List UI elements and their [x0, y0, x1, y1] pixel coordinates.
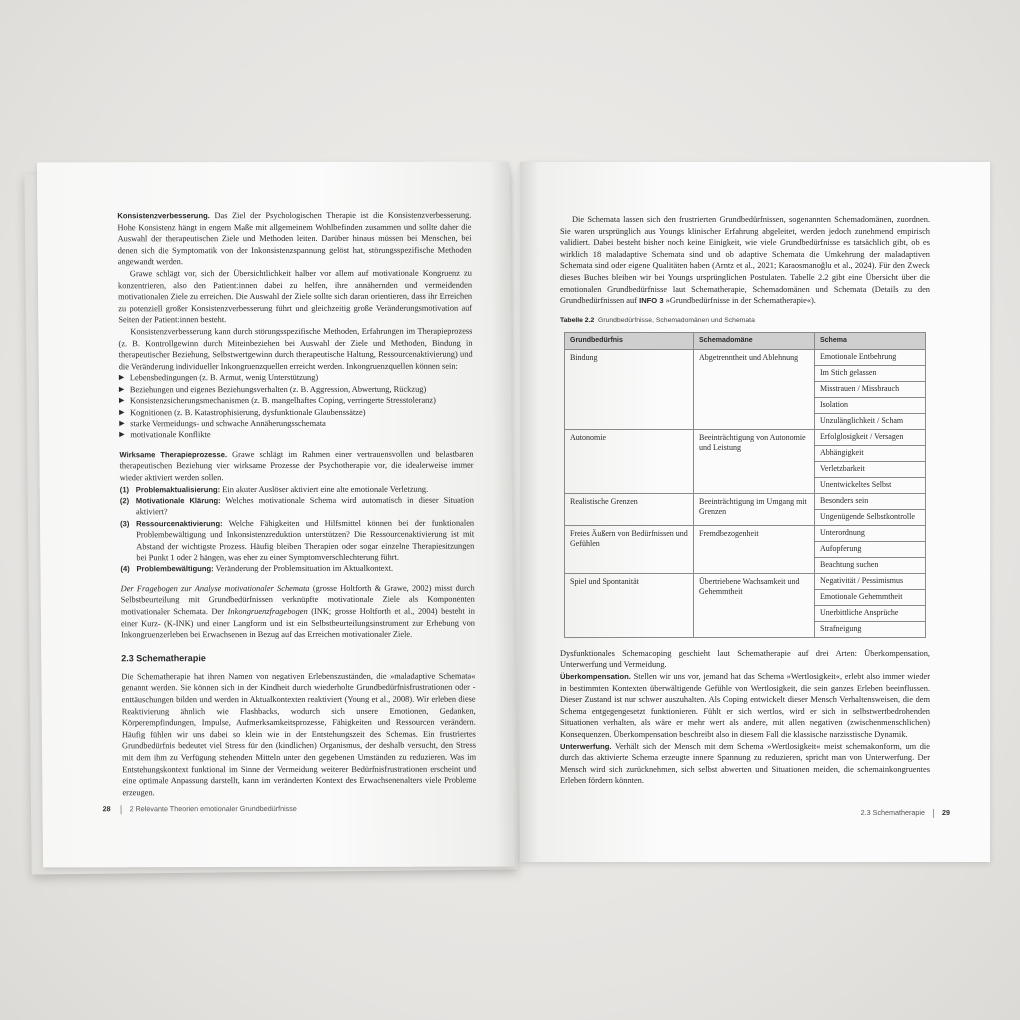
triangle-bullet-icon: ▶ [118, 396, 125, 405]
schema-item: Strafneigung [820, 624, 862, 634]
paragraph-schematherapie: Die Schematherapie hat ihren Namen von negativen Erlebenszuständen, die »maladaptive Schemata« genannt werden. Sie können sich in der Kindheit durch wiederholte Grundbedürfnisfrustrationen oder -enttäuschungen bilden und werden in Aktualkontexten reaktiviert (Young et al., 2008). Wir erleben diese Reaktivierung ähnlich wie Flashbacks, wodurch sich unsere Emotionen, Gedanken, Körperempfindungen, Impulse, Aufmerksamkeitsprozesse, Fähigkeiten und Ressourcen verändern. Häufig fühlen wir uns dabei so klein wie in der Entstehungszeit des Schemas. Ein frustriertes Grundbedürfnis bedeutet viel Stress für den (kindlichen) Organismus, der deshalb versucht, den Stress mit dem ihm zu Verfügung stehenden Mitteln unter den gegebenen Umständen zu reduzieren. Was im Entstehungskontext funktional im Sinne der Vermeidung weiterer Bedürfnisfrustrationen erscheint und eine optimale Anpassung darstellt, kann im veränderten Kontext des Erwachsenenalters viele Probleme erzeugen. [121, 671, 477, 797]
list-item-text: motivationale Konflikte [130, 430, 211, 440]
paragraph-konsistenz [117, 210, 472, 269]
paragraph-schemadomaenen [560, 214, 930, 307]
item-text: Ein akuter Auslöser aktiviert eine alte emotionale Verletzung. [222, 484, 429, 494]
run-in-heading: Überkompensation. [560, 671, 631, 681]
schema-item: Erfolglosigkeit / Versagen [815, 430, 925, 446]
schema-item: Im Stich gelassen [815, 366, 925, 382]
list-item-text: starke Vermeidungs- und schwache Annäherungsschemata [130, 418, 326, 429]
table-row [565, 349, 926, 429]
list-item-text: Beziehungen und eigenes Beziehungsverhalten (z. B. Aggression, Abwertung, Rückzug) [129, 384, 427, 394]
need-cell: Bindung [565, 349, 694, 429]
schema-cell [815, 525, 926, 573]
schema-item: Beachtung suchen [820, 560, 879, 570]
paragraph-fragebogen [121, 582, 476, 641]
section-heading: 2.3 Schematherapie [121, 652, 206, 664]
paragraph-unterwerfung [560, 741, 930, 787]
page-number: 29 [942, 808, 950, 817]
paragraph-therapieprozesse [119, 448, 473, 483]
bullet-list [119, 372, 474, 441]
domain-cell: Übertriebene Wachsamkeit und Gehemmtheit [694, 573, 815, 637]
paragraph-grawe: Grawe schlägt vor, sich der Übersichtlichkeit halber vor allem auf motivationale Kongruenz zu konzentrieren, also den Patient:innen dabei zu helfen, ihre annähernden und vermeidenden motivationalen Ziele zu erreichen. Die Auswahl der Ziele sollte sich daran orientieren, dass ihr Erreichen zu potenziell großer Konsistenzverbesserung führt und gleichzeitig große Veränderungsmotivation auf Seiten der Patient:innen besteht. [117, 268, 473, 325]
numbered-item [120, 495, 474, 518]
domain-cell: Abgetrenntheit und Ablehnung [694, 349, 815, 429]
schema-item: Negativität / Pessimismus [815, 574, 925, 590]
schema-item: Unentwickeltes Selbst [820, 480, 892, 490]
right-page [520, 162, 990, 862]
item-label: Problembewältigung: [136, 564, 214, 574]
emphasis-title: Der Fragebogen zur Analyse motivationaler Schemata [120, 583, 310, 594]
paragraph-text: (grosse Holtforth & Grawe, 2002) misst durch Selbstbeurteilung mit Grundbedürfnissen verknüpfte motivationale Ziele als Komponenten motivationaler Schemata. Der [120, 583, 475, 617]
paragraph-schemacoping: Dysfunktionales Schemacoping geschieht laut Schematherapie auf drei Arten: Überkompensation, Unterwerfung und Vermeidung. [560, 648, 930, 670]
numbered-item [120, 483, 474, 495]
need-cell: Realistische Grenzen [565, 493, 694, 525]
table-label: Tabelle 2.2 [560, 316, 595, 324]
domain-cell: Beeinträchtigung von Autonomie und Leistung [694, 429, 815, 493]
table-row [565, 525, 926, 573]
triangle-bullet-icon: ▶ [119, 419, 125, 428]
paragraph-text: Grawe schlägt im Rahmen einer vertrauensvollen und belastbaren therapeutischen Beziehung vier wirksame Prozesse der Psychotherapie vor, die idealerweise immer wieder aktiviert werden sollen. [119, 449, 474, 483]
item-text: Welches motivationale Schema wird automatisch in dieser Situation aktiviert? [135, 495, 474, 517]
schema-cell [815, 573, 926, 637]
item-number: (1) [119, 484, 130, 494]
page-number: 28 [102, 804, 111, 814]
table-row [565, 493, 926, 525]
list-item [119, 429, 473, 441]
list-item [119, 406, 473, 418]
list-item [119, 383, 473, 395]
paragraph-text: Verhält sich der Mensch mit dem Schema »Wertlosigkeit« meist schemakonform, um die durch das aktivierte Schema erzeugte innere Spannung zu reduzieren, spricht man von Unterwerfung. Der Mensch wird sich zurücknehmen, sich selbst abwerten und Situationen meiden, die schemainkongruentes Erleben fördern könnten. [560, 741, 930, 786]
run-in-heading: Konsistenzverbesserung. [117, 211, 210, 221]
triangle-bullet-icon: ▶ [119, 430, 125, 439]
footer-divider [121, 805, 122, 814]
list-item-text: Kognitionen (z. B. Katastrophisierung, dysfunktionale Glaubenssätze) [130, 407, 366, 417]
schema-item: Emotionale Entbehrung [815, 350, 925, 366]
need-cell: Freies Äußern von Bedürfnissen und Gefühlen [565, 525, 694, 573]
left-page [37, 162, 515, 868]
list-item [119, 372, 473, 384]
table-header-row [565, 332, 926, 349]
schema-item: Isolation [815, 398, 925, 414]
numbered-list [120, 483, 475, 575]
item-number: (3) [120, 519, 130, 529]
item-label: Motivationale Klärung: [135, 496, 221, 506]
need-cell: Autonomie [565, 429, 694, 493]
paragraph-text: (INK; grosse Holtforth et al., 2004) besteht in einer Kurz- (K-INK) und einer Langform und ist ein Selbstbeurteilungsinstrument zur Erhebung von Inkongruenzerleben bei Erwachsenen in Bezug auf das Erreichen motivationaler Ziele. [120, 606, 475, 640]
left-text-column [117, 210, 476, 799]
paragraph-text: Stellen wir uns vor, jemand hat das Schema »Wertlosigkeit«, erlebt also immer wieder in bestimmten Kontexten überwältigende Gefühle von Wertlosigkeit, die sein ganzes Erleben beeinflussen. Dieser Zustand ist nur schwer auszuhalten. Als Coping entwickelt dieser Mensch Verhaltensweisen, die dem Schema entgegengesetzt funktionieren. Fühlt er sich wertlos, wird er sich in selbstwertbedrohenden Situationen verhalten, als wäre er mehr wert als andere, mit allen negativen (zwischenmenschlichen) Konsequenzen. Überkompensation beschreibt also in diesem Fall die klassische narzisstische Dynamik. [560, 671, 931, 739]
table-row [565, 429, 926, 493]
triangle-bullet-icon: ▶ [119, 407, 125, 416]
schema-table [564, 332, 926, 638]
triangle-bullet-icon: ▶ [118, 384, 125, 393]
domain-cell: Beeinträchtigung im Umgang mit Grenzen [694, 493, 815, 525]
schema-cell [815, 493, 926, 525]
paragraph-text: Die Schemata lassen sich den frustrierten Grundbedürfnissen, sogenannten Schemadomänen, zuordnen. Sie waren ursprünglich aus Youngs klinischer Erfahrung abgeleitet, werden jedoch zunehmend empirisch validiert. Dabei besteht bisher noch keine Einigkeit, wie viele Grundbedürfnisse es tatsächlich gibt, ob es wirklich 18 maladaptive Schemata sind und ob adaptive Schemata die Umkehrung der maladaptiven Schemata sind oder eigene Qualitäten haben (Arntz et al., 2021; Karaosmanoğlu et al., 2024). Für den Zweck dieses Buches bleiben wir bei Youngs ursprünglichen Postulaten. Tabelle 2.2 gibt eine Übersicht über die emotionalen Grundbedürfnisse laut Schematherapie, Schemadomänen und Schemata (Details zu den Grundbedürfnissen auf [560, 215, 930, 306]
table-caption-text: Grundbedürfnisse, Schemadomänen und Schemata [598, 316, 755, 324]
list-item-text: Lebensbedingungen (z. B. Armut, wenig Unterstützung) [129, 373, 319, 383]
schema-item: Besonders sein [815, 494, 925, 510]
schema-item: Unzulänglichkeit / Scham [820, 416, 904, 426]
schema-item: Misstrauen / Missbrauch [815, 382, 925, 398]
numbered-item [120, 517, 474, 563]
running-footer: 2.3 Schematherapie [860, 808, 925, 817]
list-item [119, 395, 473, 407]
running-footer: 2 Relevante Theorien emotionaler Grundbedürfnisse [129, 803, 297, 814]
page-footer [103, 804, 297, 814]
run-in-heading: Unterwerfung. [560, 741, 612, 751]
run-in-heading: Wirksame Therapieprozesse. [119, 449, 228, 460]
schema-item: Verletzbarkeit [815, 462, 925, 478]
table-row [565, 573, 926, 637]
numbered-item [120, 563, 474, 575]
item-text: Veränderung der Problemsituation im Aktualkontext. [215, 564, 394, 574]
footer-divider [933, 809, 934, 818]
info-reference: INFO 3 [639, 296, 664, 306]
paragraph-text: Das Ziel der Psychologischen Therapie ist die Konsistenzverbesserung. Hohe Konsistenz hängt in engem Maße mit allgemeinem Wohlbefinden zusammen und sollte daher die Auswahl der therapeutischen Ziele und Methoden leiten. Darüber hinaus müssen bei Menschen, bei denen sich die Symptomatik von der Inkonsistenzspannung gelöst hat, störungsspezifische Methoden angewandt werden. [117, 210, 472, 267]
schema-cell [815, 349, 926, 429]
schema-item: Unerbittliche Ansprüche [815, 606, 925, 622]
domain-cell: Fremdbezogenheit [694, 525, 815, 573]
column-header: Schemadomäne [694, 332, 815, 349]
schema-item: Ungenügende Selbstkontrolle [820, 512, 915, 522]
paragraph-ueberkompensation [560, 671, 930, 741]
item-label: Ressourcenaktivierung: [136, 518, 223, 528]
schema-item: Aufopferung [815, 542, 925, 558]
column-header: Schema [815, 332, 926, 349]
column-header: Grundbedürfnis [565, 332, 694, 349]
emphasis-title: Inkongruenzfragebogen [227, 606, 308, 617]
need-cell: Spiel und Spontanität [565, 573, 694, 637]
list-item-text: Konsistenzsicherungsmechanismen (z. B. mangelhaftes Coping, verringerte Stresstoleranz) [129, 395, 436, 406]
list-item [119, 418, 473, 430]
schema-item: Emotionale Gehemmtheit [815, 590, 925, 606]
schema-item: Unterordnung [815, 526, 925, 542]
schema-item: Abhängigkeit [815, 446, 925, 462]
item-label: Problemaktualisierung: [135, 484, 221, 494]
page-footer [861, 808, 950, 818]
table-caption [560, 317, 930, 324]
schema-cell [815, 429, 926, 493]
item-number: (2) [119, 496, 130, 506]
right-text-column [560, 214, 930, 787]
item-number: (4) [120, 564, 130, 574]
paragraph-text: »Grundbedürfnisse in der Schematherapie«). [665, 296, 816, 306]
triangle-bullet-icon: ▶ [118, 373, 125, 382]
item-text: Welche Fähigkeiten und Hilfsmittel können bei der funktionalen Problembewältigung und Inkonsistenzreduktion unterstützen? Die Ressourcenaktivierung ist mit Abstand der wichtigste Prozess. Häufig bleiben Therapien oder sogar einzelne Therapiesitzungen bei Punkt 1 oder 2 hängen, was eher zu einer Symptomverschlechterung führt. [136, 518, 475, 563]
paragraph-inkongruenzquellen: Konsistenzverbesserung kann durch störungsspezifische Methoden, Erfahrungen im Therapieprozess (z. B. Kontrollgewinn durch Miteinbeziehen bei Auswahl der Ziele und Methoden, Bindung in therapeutischer Beziehung, Selbstwertgewinn durch therapeutische Haltung, Ressourcenaktivierung) und die Veränderung individueller Inkongruenzquellen erreicht werden. Inkongruenzquellen können sein: [118, 326, 473, 371]
